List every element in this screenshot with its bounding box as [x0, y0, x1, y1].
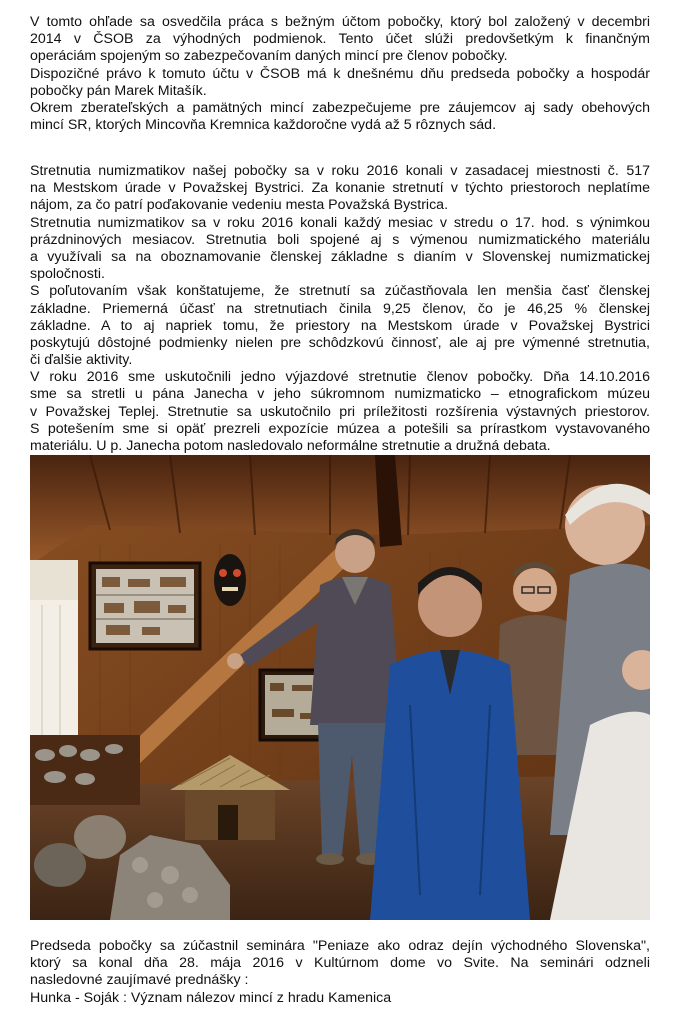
text-line: v Považskej Teplej. Stretnutie sa uskutočnilo pri príležitosti rozšírenia výstavných priestorov.	[30, 403, 650, 420]
text-line: prázdninových mesiacov. Stretnutia boli spojené aj s výmenou numizmatického materiálu	[30, 231, 650, 248]
text-line: V roku 2016 sme uskutočnili jedno výjazdové stretnutie členov pobočky. Dňa 14.10.2016	[30, 369, 650, 386]
text-line: V tomto ohľade sa osvedčila práca s bežným účtom pobočky, ktorý bol založený v decembri	[30, 14, 650, 30]
text-line: základne. A to aj napriek tomu, že priestory na Mestskom úrade v Považskej Bystrici	[30, 317, 650, 334]
text-line: Dispozičné právo k tomuto účtu v ČSOB má k dnešnému dňu predseda pobočky a hospodár	[30, 65, 650, 82]
meetings-section	[30, 163, 650, 455]
text-line: operáciám spojeným so zabezpečovaním daných mincí pre členov pobočky.	[30, 48, 508, 65]
text-line: nájom, za čo patrí poďakovanie vedeniu mesta Považská Bystrica.	[30, 197, 449, 214]
museum-visit-photo	[30, 455, 650, 920]
text-line: Stretnutia numizmatikov sa v roku 2016 konali každý mesiac v stredu o 17. hod. s výnimkou	[30, 214, 650, 231]
text-line: ktorý sa konal dňa 28. mája 2016 v Kultúrnom dome vo Svite. Na seminári odzneli	[30, 955, 650, 972]
text-line: Okrem zberateľských a pamätných mincí zabezpečujeme pre záujemcov aj sady obehových	[30, 99, 650, 116]
text-line: materiálu. U p. Janecha potom nasledovalo neformálne stretnutie a družná debata.	[30, 438, 551, 454]
text-line: S potešením sme si opäť prezreli expozície múzea a potešili sa prírastkom vystavovaného	[30, 420, 650, 437]
text-line: či ďalšie aktivity.	[30, 352, 133, 369]
text-line: na Mestskom úrade v Považskej Bystrici. Za konanie stretnutí v týchto priestoroch neplatíme	[30, 180, 650, 197]
seminar-section	[30, 938, 650, 1007]
text-line: 2014 v ČSOB za výhodných podmienok. Tento účet slúži predovšetkým k finančným	[30, 31, 650, 48]
text-line: Hunka - Soják : Význam nálezov mincí z hradu Kamenica	[30, 989, 392, 1006]
text-line: poskytujú dôstojné podmienky nielen pre schôdzkovú činnosť, ale aj pre výmenné stretnutia,	[30, 334, 650, 351]
text-line: spoločnosti.	[30, 266, 105, 283]
intro-section	[30, 14, 650, 134]
text-line: a využívali sa na oboznamovanie členskej základne s dianím v Slovenskej numizmatickej	[30, 248, 650, 265]
text-line: pobočky pán Marek Mitašík.	[30, 82, 207, 99]
text-line: sme sa stretli u pána Janecha v jeho súkromnom numizmaticko – etnografickom múzeu	[30, 386, 650, 403]
text-line: nasledovné zaujímavé prednášky :	[30, 972, 249, 989]
text-line: S poľutovaním však konštatujeme, že stretnutí sa zúčastňovala len menšia časť členskej	[30, 283, 650, 300]
text-line: základne. Priemerná účasť na stretnutiach činila 9,25 členov, čo je 46,25 % členskej	[30, 300, 650, 317]
text-line: Stretnutia numizmatikov našej pobočky sa v roku 2016 konali v zasadacej miestnosti č. 517	[30, 163, 650, 179]
text-line: mincí SR, ktorých Mincovňa Kremnica každoročne vydá až 5 rôznych sád.	[30, 117, 497, 134]
text-line: Predseda pobočky sa zúčastnil seminára "Peniaze ako odraz dejín východného Slovenska",	[30, 938, 650, 954]
